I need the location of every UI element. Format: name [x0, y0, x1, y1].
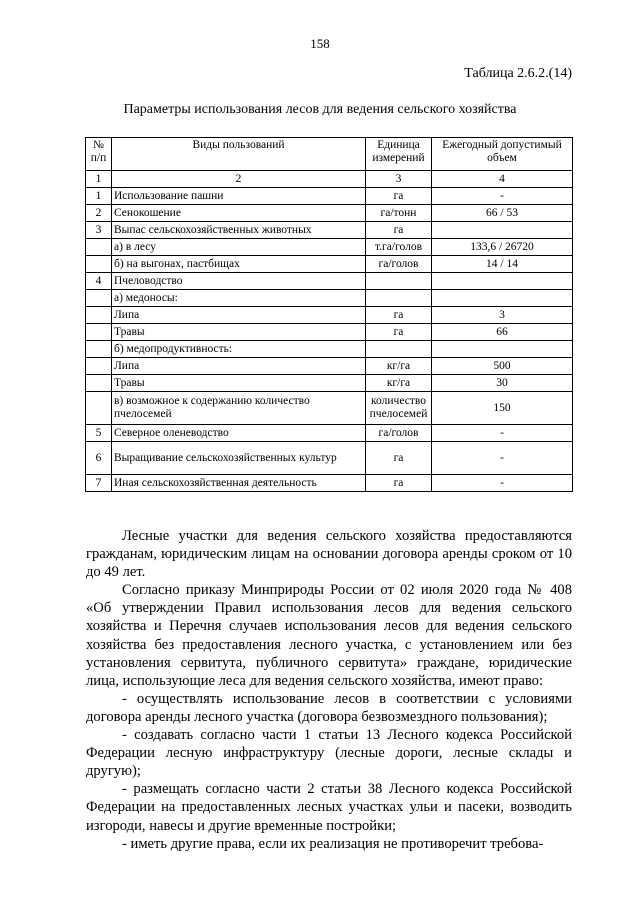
kind-cell: Выпас сельскохозяйственных животных [112, 222, 366, 239]
kind-cell: Травы [112, 375, 366, 392]
header-volume: Ежегодный допустимый объем [432, 138, 573, 171]
kind-cell: Травы [112, 324, 366, 341]
row-number-cell [86, 358, 112, 375]
table-row [86, 392, 573, 425]
kind-cell: б) на выгонах, пастбищах [112, 256, 366, 273]
column-number: 2 [112, 171, 366, 188]
unit-cell [366, 290, 432, 307]
kind-cell: Использование пашни [112, 188, 366, 205]
kind-cell: а) в лесу [112, 239, 366, 256]
kind-cell: Сенокошение [112, 205, 366, 222]
column-number: 1 [86, 171, 112, 188]
row-number-cell: 5 [86, 425, 112, 442]
unit-cell: количество пчелосемей [366, 392, 432, 425]
row-number-cell [86, 324, 112, 341]
kind-cell: в) возможное к содержанию количество пчелосемей [112, 392, 366, 425]
table-row [86, 205, 573, 222]
kind-cell: а) медоносы: [112, 290, 366, 307]
volume-cell [432, 341, 573, 358]
table-row [86, 442, 573, 475]
volume-cell: 66 / 53 [432, 205, 573, 222]
column-number: 4 [432, 171, 573, 188]
row-number-cell [86, 375, 112, 392]
unit-cell: га [366, 222, 432, 239]
column-numbers-row [86, 171, 573, 188]
table-row [86, 425, 573, 442]
volume-cell: - [432, 475, 573, 492]
kind-cell: Липа [112, 307, 366, 324]
table-row [86, 222, 573, 239]
unit-cell: га [366, 188, 432, 205]
table-row [86, 375, 573, 392]
row-number-cell: 2 [86, 205, 112, 222]
kind-cell: Пчеловодство [112, 273, 366, 290]
table-row [86, 290, 573, 307]
column-number: 3 [366, 171, 432, 188]
kind-cell: Иная сельскохозяйственная деятельность [112, 475, 366, 492]
unit-cell: га [366, 442, 432, 475]
table-row [86, 256, 573, 273]
kind-cell: б) медопродуктивность: [112, 341, 366, 358]
paragraph: Лесные участки для ведения сельского хозяйства предоставляются гражданам, юридическим лицам на основании договора аренды сроком от 10 до 49 лет. [86, 528, 572, 581]
table-row [86, 273, 573, 290]
paragraph: Согласно приказу Минприроды России от 02 июля 2020 года № 408 «Об утверждении Правил использования лесов для ведения сельского хозяйства и Перечня случаев использования лесов для ведения сельского хозяйства без предоставления лесного участка, с установлением или без установления сервитута, публичного сервитута» граждане, юридические лица, использующие леса для ведения сельского хозяйства, имеют право: [86, 582, 572, 689]
unit-cell [366, 273, 432, 290]
volume-cell: 66 [432, 324, 573, 341]
body-text [86, 527, 572, 853]
row-number-cell [86, 290, 112, 307]
kind-cell: Выращивание сельскохозяйственных культур [112, 442, 366, 475]
table-body [86, 188, 573, 492]
volume-cell: 3 [432, 307, 573, 324]
kind-cell: Северное оленеводство [112, 425, 366, 442]
row-number-cell: 1 [86, 188, 112, 205]
unit-cell: кг/га [366, 375, 432, 392]
volume-cell [432, 222, 573, 239]
unit-cell: га [366, 475, 432, 492]
volume-cell: 30 [432, 375, 573, 392]
kind-cell: Липа [112, 358, 366, 375]
paragraph: - иметь другие права, если их реализация не противоречит требова- [122, 835, 544, 852]
volume-cell [432, 273, 573, 290]
paragraph: - осуществлять использование лесов в соответствии с условиями договора аренды лесного участка (договора безвозмездного пользования); [86, 690, 572, 725]
volume-cell: 500 [432, 358, 573, 375]
table-title: Параметры использования лесов для ведения сельского хозяйства [123, 102, 517, 117]
table-row [86, 475, 573, 492]
table-row [86, 358, 573, 375]
table-row [86, 307, 573, 324]
row-number-cell [86, 341, 112, 358]
row-number-cell: 3 [86, 222, 112, 239]
row-number-cell: 7 [86, 475, 112, 492]
row-number-cell [86, 256, 112, 273]
table-number: Таблица 2.6.2.(14) [464, 66, 572, 81]
unit-cell [366, 341, 432, 358]
parameters-table [85, 137, 573, 492]
header-number: № п/п [86, 138, 112, 171]
unit-cell: т.га/голов [366, 239, 432, 256]
row-number-cell [86, 239, 112, 256]
paragraph: - создавать согласно части 1 статьи 13 Лесного кодекса Российской Федерации лесную инфраструктуру (лесные дороги, лесные склады и другую); [86, 727, 572, 780]
row-number-cell [86, 307, 112, 324]
volume-cell: 14 / 14 [432, 256, 573, 273]
unit-cell: га/голов [366, 425, 432, 442]
table-header-row [86, 138, 573, 171]
row-number-cell: 6 [86, 442, 112, 475]
table-row [86, 239, 573, 256]
unit-cell: га/тонн [366, 205, 432, 222]
row-number-cell [86, 392, 112, 425]
header-unit: Единица измерений [366, 138, 432, 171]
unit-cell: кг/га [366, 358, 432, 375]
header-kind: Виды пользований [112, 138, 366, 171]
table-row [86, 341, 573, 358]
page-number: 158 [310, 36, 330, 51]
paragraph: - размещать согласно части 2 статьи 38 Лесного кодекса Российской Федерации на предоставленных лесных участках ульи и пасеки, возводить изгороди, навесы и другие временные постройки; [86, 781, 572, 834]
volume-cell: - [432, 188, 573, 205]
unit-cell: га/голов [366, 256, 432, 273]
table-row [86, 188, 573, 205]
volume-cell: - [432, 442, 573, 475]
table-row [86, 324, 573, 341]
unit-cell: га [366, 324, 432, 341]
unit-cell: га [366, 307, 432, 324]
volume-cell [432, 290, 573, 307]
volume-cell: 133,6 / 26720 [432, 239, 573, 256]
volume-cell: - [432, 425, 573, 442]
row-number-cell: 4 [86, 273, 112, 290]
volume-cell: 150 [432, 392, 573, 425]
